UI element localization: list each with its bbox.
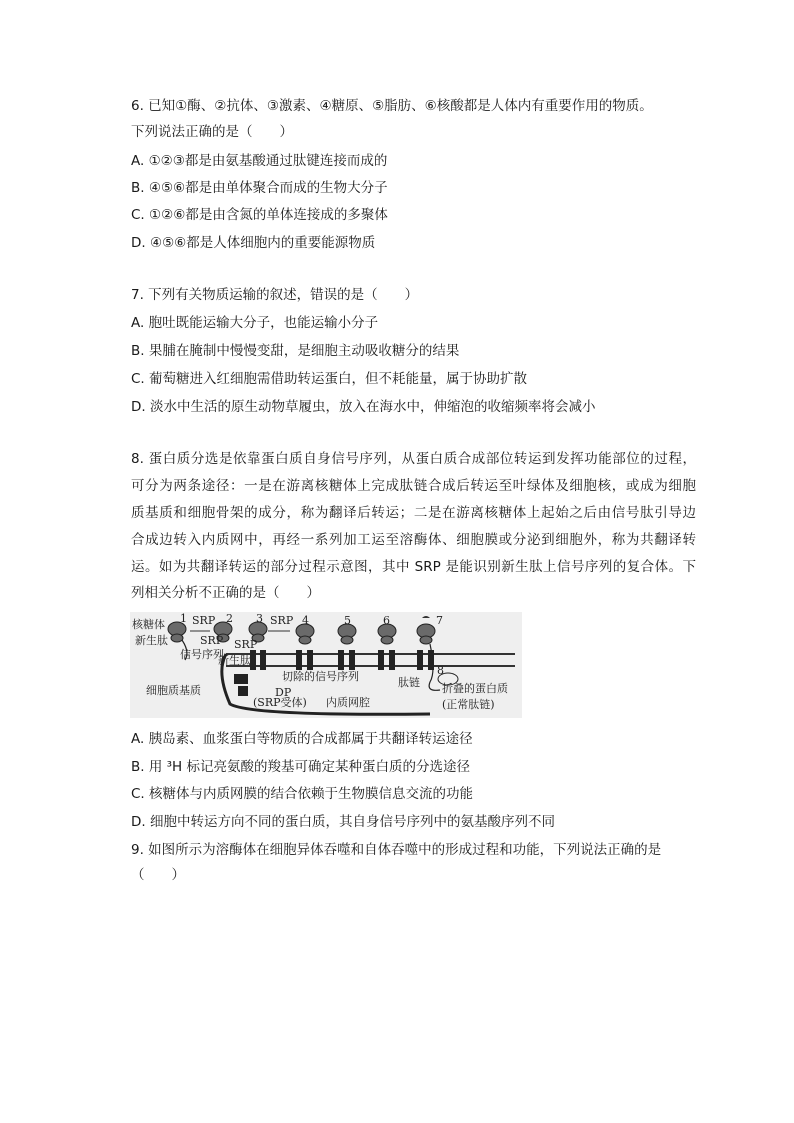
ribosome-icon xyxy=(381,636,393,644)
step-number-5: 5 xyxy=(344,614,351,627)
step-number-2: 2 xyxy=(226,612,233,625)
ribosome-icon xyxy=(341,636,353,644)
label-ribosome: 核糖体 xyxy=(132,618,165,631)
step-number-3: 3 xyxy=(256,612,263,625)
q8-option-a: A. 胰岛素、血浆蛋白等物质的合成都属于共翻译转运途径 xyxy=(131,731,473,747)
label-peptide-chain: 肽链 xyxy=(398,676,420,689)
label-er-lumen: 内质网腔 xyxy=(326,696,370,709)
translocon-icon xyxy=(378,650,384,670)
label-srp-2: SRP xyxy=(200,634,224,647)
label-cytosol: 细胞质基质 xyxy=(146,684,201,697)
q8-stem-line4: 合成边转入内质网中，再经一系列加工运至溶酶体、细胞膜或分泌到细胞外，称为共翻译转 xyxy=(131,532,696,548)
translocon-icon xyxy=(338,650,344,670)
step-number-6: 6 xyxy=(383,614,390,627)
q8-stem-line1: 8. 蛋白质分选是依靠蛋白质自身信号序列，从蛋白质合成部位转运到发挥功能部位的过程， xyxy=(131,451,696,467)
q6-option-a: A. ①②③都是由氨基酸通过肽键连接而成的 xyxy=(131,153,388,169)
label-newborn-peptide: 新生肽 xyxy=(218,654,251,667)
q9-stem: 9. 如图所示为溶酶体在细胞异体吞噬和自体吞噬中的形成过程和功能，下列说法正确的是 xyxy=(131,842,662,858)
label-normal-chain: (正常肽链) xyxy=(442,698,495,711)
step-number-7: 7 xyxy=(436,614,443,627)
label-signal: 信号序列 xyxy=(180,648,224,661)
q8-option-b: B. 用 ³H 标记亮氨酸的羧基可确定某种蛋白质的分选途径 xyxy=(131,759,470,775)
label-srp-4: SRP xyxy=(234,638,258,651)
step-number-4: 4 xyxy=(302,614,309,627)
co-translational-transport-diagram xyxy=(130,612,522,718)
q6-option-c: C. ①②⑥都是由含氮的单体连接成的多聚体 xyxy=(131,207,388,223)
label-srp-3: SRP xyxy=(270,614,294,627)
q6-stem-line1: 6. 已知①酶、②抗体、③激素、④糖原、⑤脂肪、⑥核酸都是人体内有重要作用的物质。 xyxy=(131,98,653,114)
q8-option-d: D. 细胞中转运方向不同的蛋白质，其自身信号序列中的氨基酸序列不同 xyxy=(131,814,555,830)
q8-stem-line5: 运。如为共翻译转运的部分过程示意图，其中 SRP 是能识别新生肽上信号序列的复合体。下 xyxy=(131,559,696,575)
label-cleaved-signal: 切除的信号序列 xyxy=(282,670,359,683)
label-dp: DP xyxy=(275,686,292,699)
q6-option-b: B. ④⑤⑥都是由单体聚合而成的生物大分子 xyxy=(131,180,388,196)
q8-stem-line6: 列相关分析不正确的是（ ） xyxy=(131,585,320,601)
ribosome-icon xyxy=(299,636,311,644)
q6-option-d: D. ④⑤⑥都是人体细胞内的重要能源物质 xyxy=(131,235,376,251)
translocon-icon xyxy=(389,650,395,670)
translocon-icon xyxy=(349,650,355,670)
q7-stem: 7. 下列有关物质运输的叙述，错误的是（ ） xyxy=(131,287,419,303)
q7-option-d: D. 淡水中生活的原生动物草履虫，放入在海水中，伸缩泡的收缩频率将会减小 xyxy=(131,399,596,415)
q7-option-a: A. 胞吐既能运输大分子，也能运输小分子 xyxy=(131,315,379,331)
translocon-icon xyxy=(417,650,423,670)
q6-stem-line2: 下列说法正确的是（ ） xyxy=(131,124,293,140)
q8-stem-line3: 质基质和细胞骨架的成分，称为翻译后转运；二是在游离核糖体上起始之后由信号肽引导边 xyxy=(131,505,696,521)
srp-receptor-icon xyxy=(238,686,248,696)
q7-option-b: B. 果脯在腌制中慢慢变甜，是细胞主动吸收糖分的结果 xyxy=(131,343,460,359)
step-number-1: 1 xyxy=(180,612,187,625)
label-srp-1: SRP xyxy=(192,614,216,627)
q9-paren: （ ） xyxy=(131,867,185,883)
translocon-icon xyxy=(260,650,266,670)
label-srp-receptor: (SRP受体) xyxy=(253,696,307,709)
step-number-8: 8 xyxy=(437,664,444,677)
ribosome-icon xyxy=(171,634,183,642)
q8-stem-line2: 可分为两条途径：一是在游离核糖体上完成肽链合成后转运至叶绿体及细胞核，或成为细胞 xyxy=(131,478,696,494)
label-nascent: 新生肽 xyxy=(135,634,168,647)
translocon-icon xyxy=(307,650,313,670)
q8-option-c: C. 核糖体与内质网膜的结合依赖于生物膜信息交流的功能 xyxy=(131,786,474,802)
label-folded-protein: 折叠的蛋白质 xyxy=(442,682,508,695)
ribosome-icon xyxy=(420,636,432,644)
srp-receptor-icon xyxy=(234,674,248,684)
q7-option-c: C. 葡萄糖进入红细胞需借助转运蛋白，但不耗能量，属于协助扩散 xyxy=(131,371,528,387)
translocon-icon xyxy=(296,650,302,670)
